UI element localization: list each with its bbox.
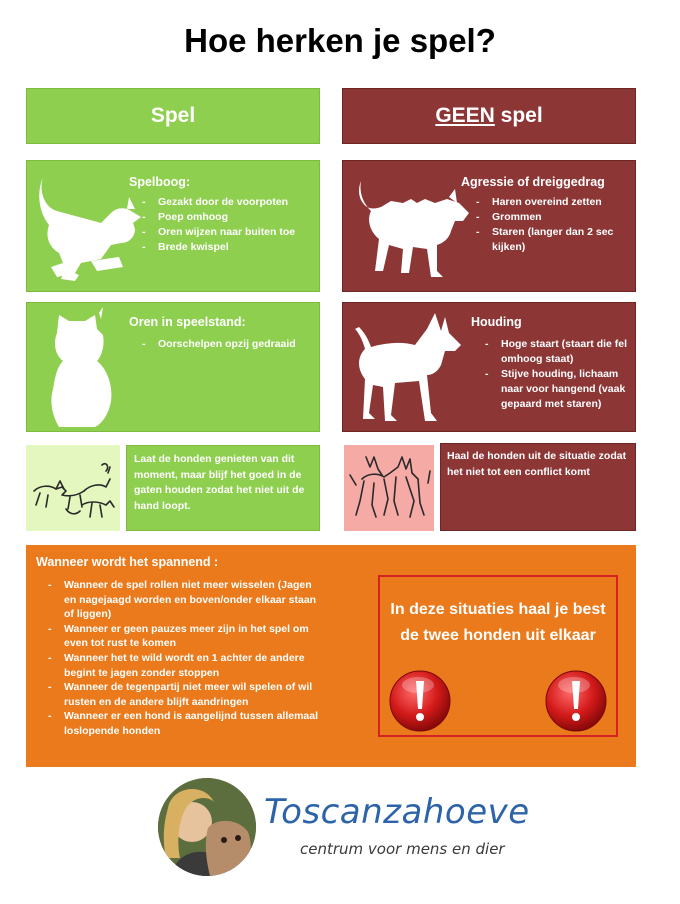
list-item: - Oren wijzen naar buiten toe — [142, 225, 318, 240]
agressie-heading: Agressie of dreiggedrag — [461, 175, 605, 189]
list-item: - Haren overeind zetten — [476, 195, 626, 210]
aggressive-dog-icon — [351, 173, 473, 283]
spannend-list — [48, 578, 324, 739]
oren-heading: Oren in speelstand: — [129, 315, 246, 329]
list-item: - Wanneer er een hond is aangelijnd tussen allemaal loslopende honden — [48, 709, 324, 738]
warning-text: In deze situaties haal je best de twee honden uit elkaar — [390, 601, 606, 644]
noplay-advice-card — [440, 443, 636, 531]
list-item: - Stijve houding, lichaam naar voor hangend (vaak gepaard met staren) — [485, 367, 631, 412]
oren-card — [26, 302, 320, 432]
spannend-section — [26, 545, 636, 767]
houding-list — [485, 337, 631, 412]
spelboog-card — [26, 160, 320, 292]
houding-heading: Houding — [471, 315, 522, 329]
person-with-dog-photo — [158, 778, 256, 876]
list-item: - Hoge staart (staart die fel omhoog staat) — [485, 337, 631, 367]
list-item: - Gezakt door de voorpoten — [142, 195, 318, 210]
warning-box — [378, 575, 618, 737]
play-header — [26, 88, 320, 144]
fight-dogs-illustration — [344, 445, 434, 531]
noplay-header-label — [343, 89, 635, 143]
sitting-dog-icon — [45, 307, 115, 429]
list-item: - Wanneer de tegenpartij niet meer wil spelen of wil rusten en de andere blijft aandringen — [48, 680, 324, 709]
list-item: - Wanneer het te wild wordt en 1 achter de andere begint te jagen zonder stoppen — [48, 651, 324, 680]
list-item: - Wanneer de spel rollen niet meer wisselen (Jagen en nagejaagd worden en boven/onder elkaar staan of liggen) — [48, 578, 324, 622]
brand-tagline: centrum voor mens en dier — [300, 840, 505, 858]
noplay-emphasis: GEEN — [435, 104, 495, 127]
agressie-card — [342, 160, 636, 292]
fighting-dogs-icon — [344, 445, 434, 531]
list-item: - Poep omhoog — [142, 210, 318, 225]
exclamation-icon — [388, 669, 452, 733]
play-header-label: Spel — [150, 104, 196, 127]
list-item: - Grommen — [476, 210, 626, 225]
play-advice-card — [126, 445, 320, 531]
noplay-advice-text: Haal de honden uit de situatie zodat het niet tot een conflict komt — [447, 450, 627, 478]
noplay-header — [342, 88, 636, 144]
exclamation-icon — [544, 669, 608, 733]
play-dogs-illustration — [26, 445, 120, 531]
oren-list — [142, 337, 318, 352]
spelboog-heading: Spelboog: — [129, 175, 191, 189]
noplay-rest: spel — [494, 104, 543, 127]
brand-photo — [158, 778, 256, 876]
playing-dogs-icon — [26, 445, 120, 531]
spannend-heading: Wanneer wordt het spannend : — [36, 555, 219, 569]
list-item: - Brede kwispel — [142, 240, 318, 255]
spelboog-list — [142, 195, 318, 255]
brand-name: Toscanzahoeve — [264, 792, 530, 832]
list-item: - Wanneer er geen pauzes meer zijn in het spel om even tot rust te komen — [48, 622, 324, 651]
houding-card — [342, 302, 636, 432]
list-item: - Oorschelpen opzij gedraaid — [142, 337, 318, 352]
list-item: - Staren (langer dan 2 sec kijken) — [476, 225, 626, 255]
play-advice-text: Laat de honden genieten van dit moment, maar blijf het goed in de gaten houden zodat het niet uit de hand loopt. — [134, 453, 305, 512]
page-title: Hoe herken je spel? — [184, 22, 496, 59]
stiff-dog-icon — [349, 309, 467, 427]
agressie-list — [476, 195, 626, 255]
